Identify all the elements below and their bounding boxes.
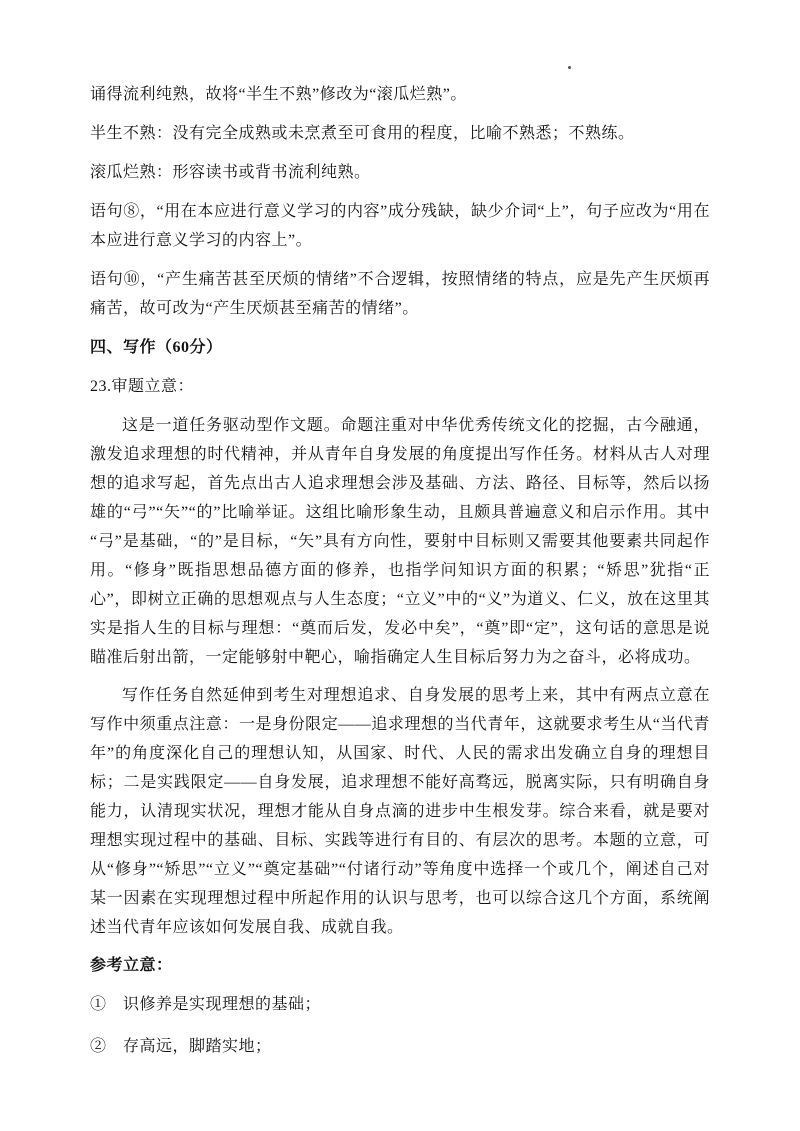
- analysis-paragraph: 这是一道任务驱动型作文题。命题注重对中华优秀传统文化的挖掘，古今融通，激发追求理想的时代精神，并从青年自身发展的角度提出写作任务。材料从古人对理想的追求写起，首先点出古人追求理想会涉及基础、方法、路径、目标等，然后以扬雄的“弓”“矢”“的”比喻举证。这组比喻形象生动，且颇具普遍意义和启示作用。其中“弓”是基础，“的”是目标，“矢”具有方向性，要射中目标则又需要其他要素共同起作用。“修身”既指思想品德方面的修养，也指学问知识方面的积累；“矫思”犹指“正心”，即树立正确的思想观点与人生态度；“立义”中的“义”为道义、仁义，放在这里其实是指人生的目标与理想：“奠而后发，发必中矣”，“奠”即“定”，这句话的意思是说瞄准后射出箭，一定能够射中靶心，喻指确定人生目标后努力为之奋斗，必将成功。: [90, 417, 710, 666]
- analysis-paragraph: 写作任务自然延伸到考生对理想追求、自身发展的思考上来，其中有两点立意在写作中须重点注意：一是身份限定——追求理想的当代青年，这就要求考生从“当代青年”的角度深化自己的理想认知，从国家、时代、人民的需求出发确立自身的理想目标；二是实践限定——自身发展，追求理想不能好高骛远，脱离实际，只有明确自身能力，认清现实状况，理想才能从自身点滴的进步中生根发芽。综合来看，就是要对理想实现过程中的基础、目标、实践等进行有目的、有层次的思考。本题的立意，可从“修身”“矫思”“立义”“奠定基础”“付诸行动”等角度中选择一个或几个，阐述自己对某一因素在实现理想过程中所起作用的认识与思考，也可以综合这几个方面，系统阐述当代青年应该如何发展自我、成就自我。: [90, 687, 710, 936]
- answer-line: 半生不熟：没有完全成熟或未烹煮至可食用的程度，比喻不熟悉；不熟练。: [90, 125, 635, 142]
- question-heading: 23.审题立意：: [90, 378, 195, 395]
- scan-artifact-dot: [568, 66, 571, 69]
- reference-heading: 参考立意：: [90, 957, 173, 974]
- reference-item: ② 存高远，脚踏实地；: [90, 1038, 272, 1055]
- answer-line: 诵得流利纯熟，故将“半生不熟”修改为“滚瓜烂熟”。: [90, 86, 467, 103]
- answer-line: 滚瓜烂熟：形容读书或背书流利纯熟。: [90, 164, 371, 181]
- answer-line: 语句⑧，“用在本应进行意义学习的内容”成分残缺，缺少介词“上”，句子应改为“用在本应进行意义学习的内容上”。: [90, 203, 710, 249]
- section-heading: 四、写作（60分）: [90, 339, 223, 356]
- reference-item: ① 识修养是实现理想的基础；: [90, 996, 322, 1013]
- answer-line: 语句⑩，“产生痛苦甚至厌烦的情绪”不合逻辑，按照情绪的特点，应是先产生厌烦再痛苦，故可改为“产生厌烦甚至痛苦的情绪”。: [90, 271, 710, 317]
